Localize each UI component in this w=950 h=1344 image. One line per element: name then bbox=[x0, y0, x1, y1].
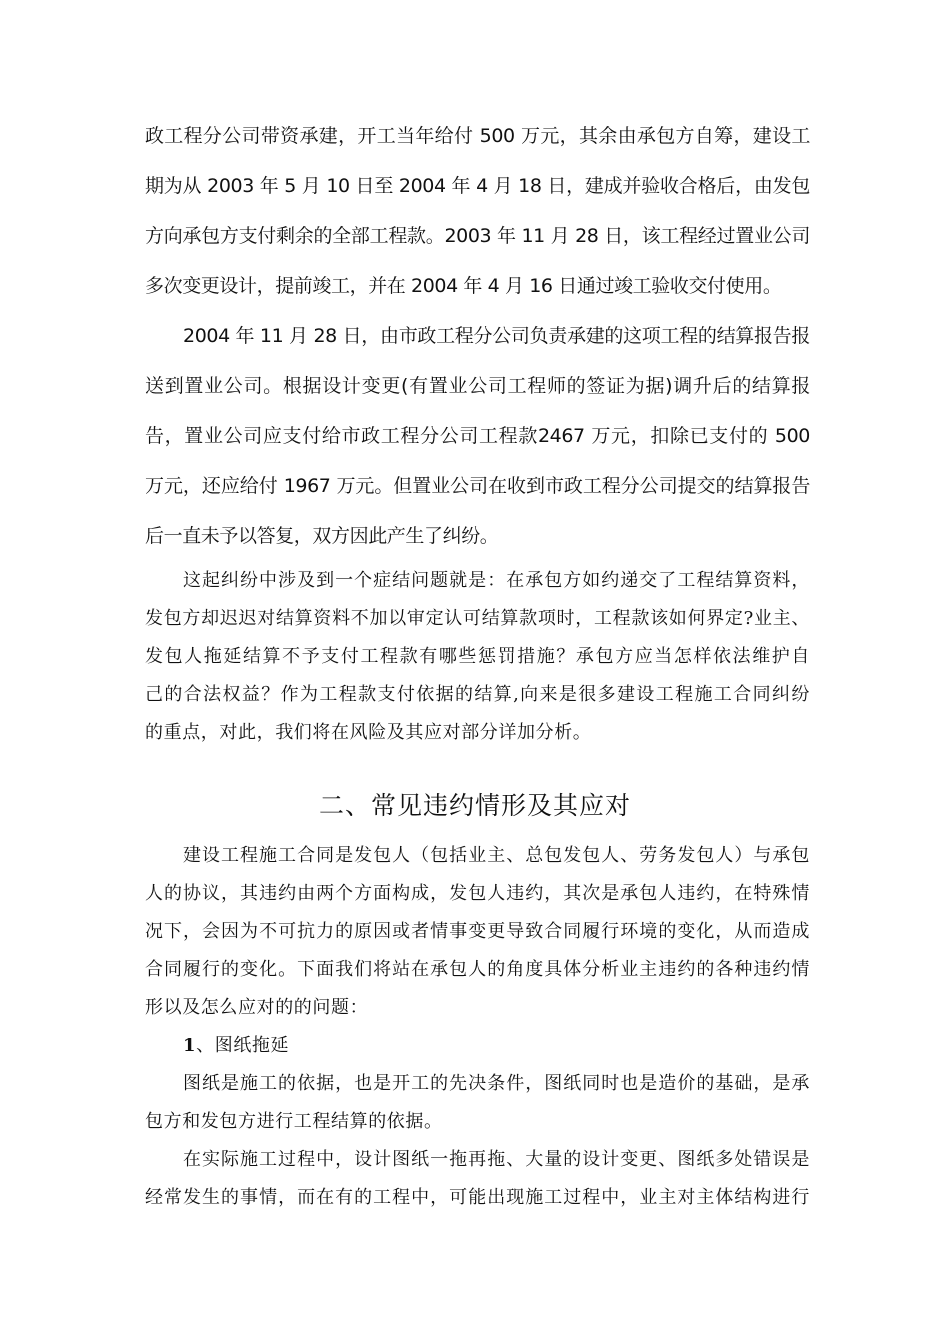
section-heading: 二、常见违约情形及其应对 bbox=[318, 791, 631, 820]
paragraph-line: 经常发生的事情，而在有的工程中，可能出现施工过程中，业主对主体结构进行 bbox=[145, 1187, 810, 1208]
paragraph-line: 发包人拖延结算不予支付工程款有哪些惩罚措施？承包方应当怎样依法维护自 bbox=[145, 646, 810, 667]
paragraph-line: 后一直未予以答复，双方因此产生了纠纷。 bbox=[145, 525, 499, 547]
paragraph-line: 合同履行的变化。下面我们将站在承包人的角度具体分析业主违约的各种违约情 bbox=[145, 959, 810, 980]
subheading-line bbox=[183, 1033, 810, 1059]
paragraph-line: 图纸是施工的依据，也是开工的先决条件，图纸同时也是造价的基础，是承 bbox=[183, 1073, 810, 1094]
paragraph-line: 况下，会因为不可抗力的原因或者情事变更导致合同履行环境的变化，从而造成 bbox=[145, 921, 810, 942]
paragraph-line: 方向承包方支付剩余的全部工程款。2003 年 11 月 28 日，该工程经过置业公司 bbox=[145, 225, 810, 247]
paragraph-line: 万元，还应给付 1967 万元。但置业公司在收到市政工程分公司提交的结算报告 bbox=[145, 475, 810, 497]
subheading-text: 、图纸拖延 bbox=[196, 1035, 290, 1056]
paragraph-line: 形以及怎么应对的的问题： bbox=[145, 997, 369, 1018]
paragraph-line: 政工程分公司带资承建，开工当年给付 500 万元，其余由承包方自筹，建设工 bbox=[145, 125, 810, 147]
paragraph-line: 这起纠纷中涉及到一个症结问题就是：在承包方如约递交了工程结算资料， bbox=[183, 570, 810, 591]
paragraph-line: 告，置业公司应支付给市政工程分公司工程款2467 万元，扣除已支付的 500 bbox=[145, 425, 810, 447]
paragraph-line: 建设工程施工合同是发包人（包括业主、总包发包人、劳务发包人）与承包 bbox=[183, 845, 810, 866]
paragraph-line: 包方和发包方进行工程结算的依据。 bbox=[145, 1111, 443, 1132]
paragraph-line: 人的协议，其违约由两个方面构成，发包人违约，其次是承包人违约，在特殊情 bbox=[145, 883, 810, 904]
paragraph-line: 多次变更设计，提前竣工，并在 2004 年 4 月 16 日通过竣工验收交付使用。 bbox=[145, 275, 782, 297]
paragraph-line: 发包方却迟迟对结算资料不加以审定认可结算款项时，工程款该如何界定?业主、 bbox=[145, 608, 810, 629]
subheading-number: 1 bbox=[183, 1035, 197, 1056]
paragraph-line: 送到置业公司。根据设计变更(有置业公司工程师的签证为据)调升后的结算报 bbox=[145, 375, 810, 397]
paragraph-line: 期为从 2003 年 5 月 10 日至 2004 年 4 月 18 日，建成并验收合格后，由发包 bbox=[145, 175, 810, 197]
paragraph-line: 2004 年 11 月 28 日，由市政工程分公司负责承建的这项工程的结算报告报 bbox=[183, 325, 810, 347]
paragraph-line: 的重点，对此，我们将在风险及其应对部分详加分析。 bbox=[145, 722, 592, 743]
paragraph-line: 己的合法权益？作为工程款支付依据的结算,向来是很多建设工程施工合同纠纷 bbox=[145, 684, 810, 705]
paragraph-line: 在实际施工过程中，设计图纸一拖再拖、大量的设计变更、图纸多处错误是 bbox=[183, 1149, 810, 1170]
